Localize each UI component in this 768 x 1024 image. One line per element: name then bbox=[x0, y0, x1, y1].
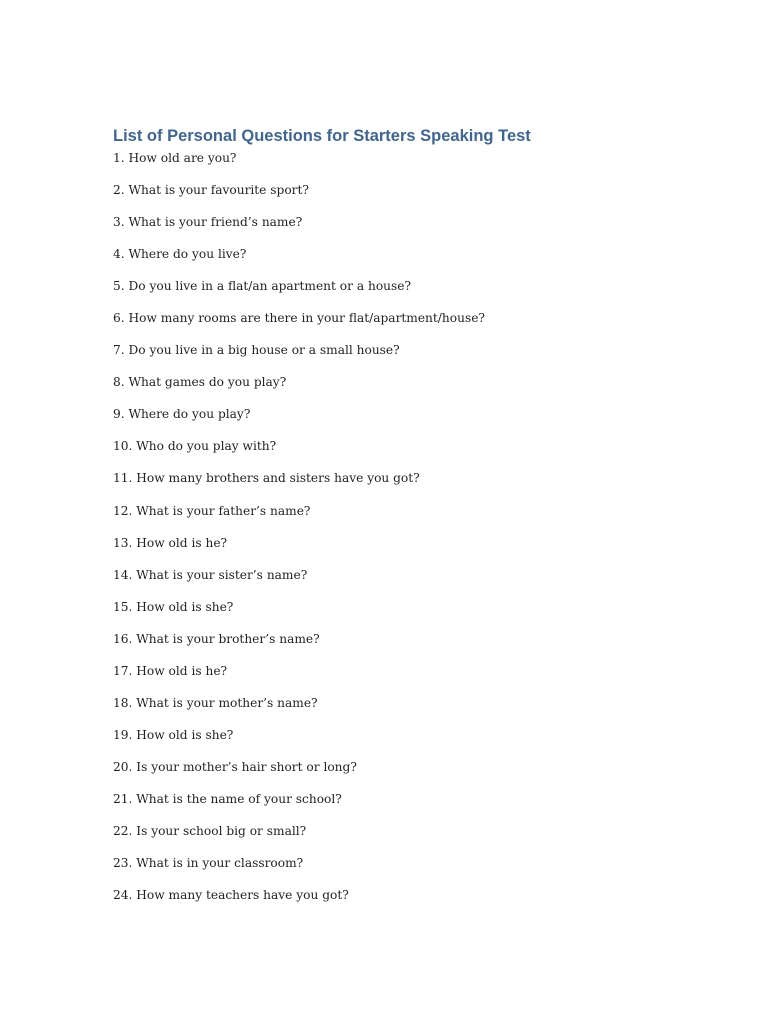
question-item: 11. How many brothers and sisters have you got? bbox=[113, 471, 420, 486]
question-item: 3. What is your friend’s name? bbox=[113, 215, 303, 230]
question-item: 15. How old is she? bbox=[113, 599, 234, 614]
question-item: 9. Where do you play? bbox=[113, 407, 251, 422]
question-item: 19. How old is she? bbox=[113, 727, 234, 742]
question-item: 14. What is your sister’s name? bbox=[113, 567, 308, 582]
question-item: 16. What is your brother’s name? bbox=[113, 631, 320, 646]
question-item: 1. How old are you? bbox=[113, 151, 237, 165]
question-item: 17. How old is he? bbox=[113, 663, 228, 678]
question-item: 18. What is your mother’s name? bbox=[113, 695, 318, 710]
question-item: 23. What is in your classroom? bbox=[113, 856, 304, 871]
question-list bbox=[113, 148, 713, 917]
question-item: 21. What is the name of your school? bbox=[113, 791, 342, 806]
question-item: 13. How old is he? bbox=[113, 535, 228, 550]
question-item: 22. Is your school big or small? bbox=[113, 823, 307, 838]
question-item: 10. Who do you play with? bbox=[113, 439, 277, 454]
question-item: 7. Do you live in a big house or a small house? bbox=[113, 343, 400, 358]
question-item: 20. Is your mother’s hair short or long? bbox=[113, 759, 357, 774]
question-item: 8. What games do you play? bbox=[113, 375, 287, 390]
question-item: 5. Do you live in a flat/an apartment or a house? bbox=[113, 279, 412, 294]
question-item: 12. What is your father’s name? bbox=[113, 503, 311, 518]
question-item: 4. Where do you live? bbox=[113, 247, 247, 262]
question-item: 6. How many rooms are there in your flat/apartment/house? bbox=[113, 311, 485, 326]
question-item: 24. How many teachers have you got? bbox=[113, 888, 349, 903]
question-item: 2. What is your favourite sport? bbox=[113, 183, 309, 198]
document-title: List of Personal Questions for Starters Speaking Test bbox=[113, 127, 531, 145]
document-content bbox=[113, 124, 713, 917]
